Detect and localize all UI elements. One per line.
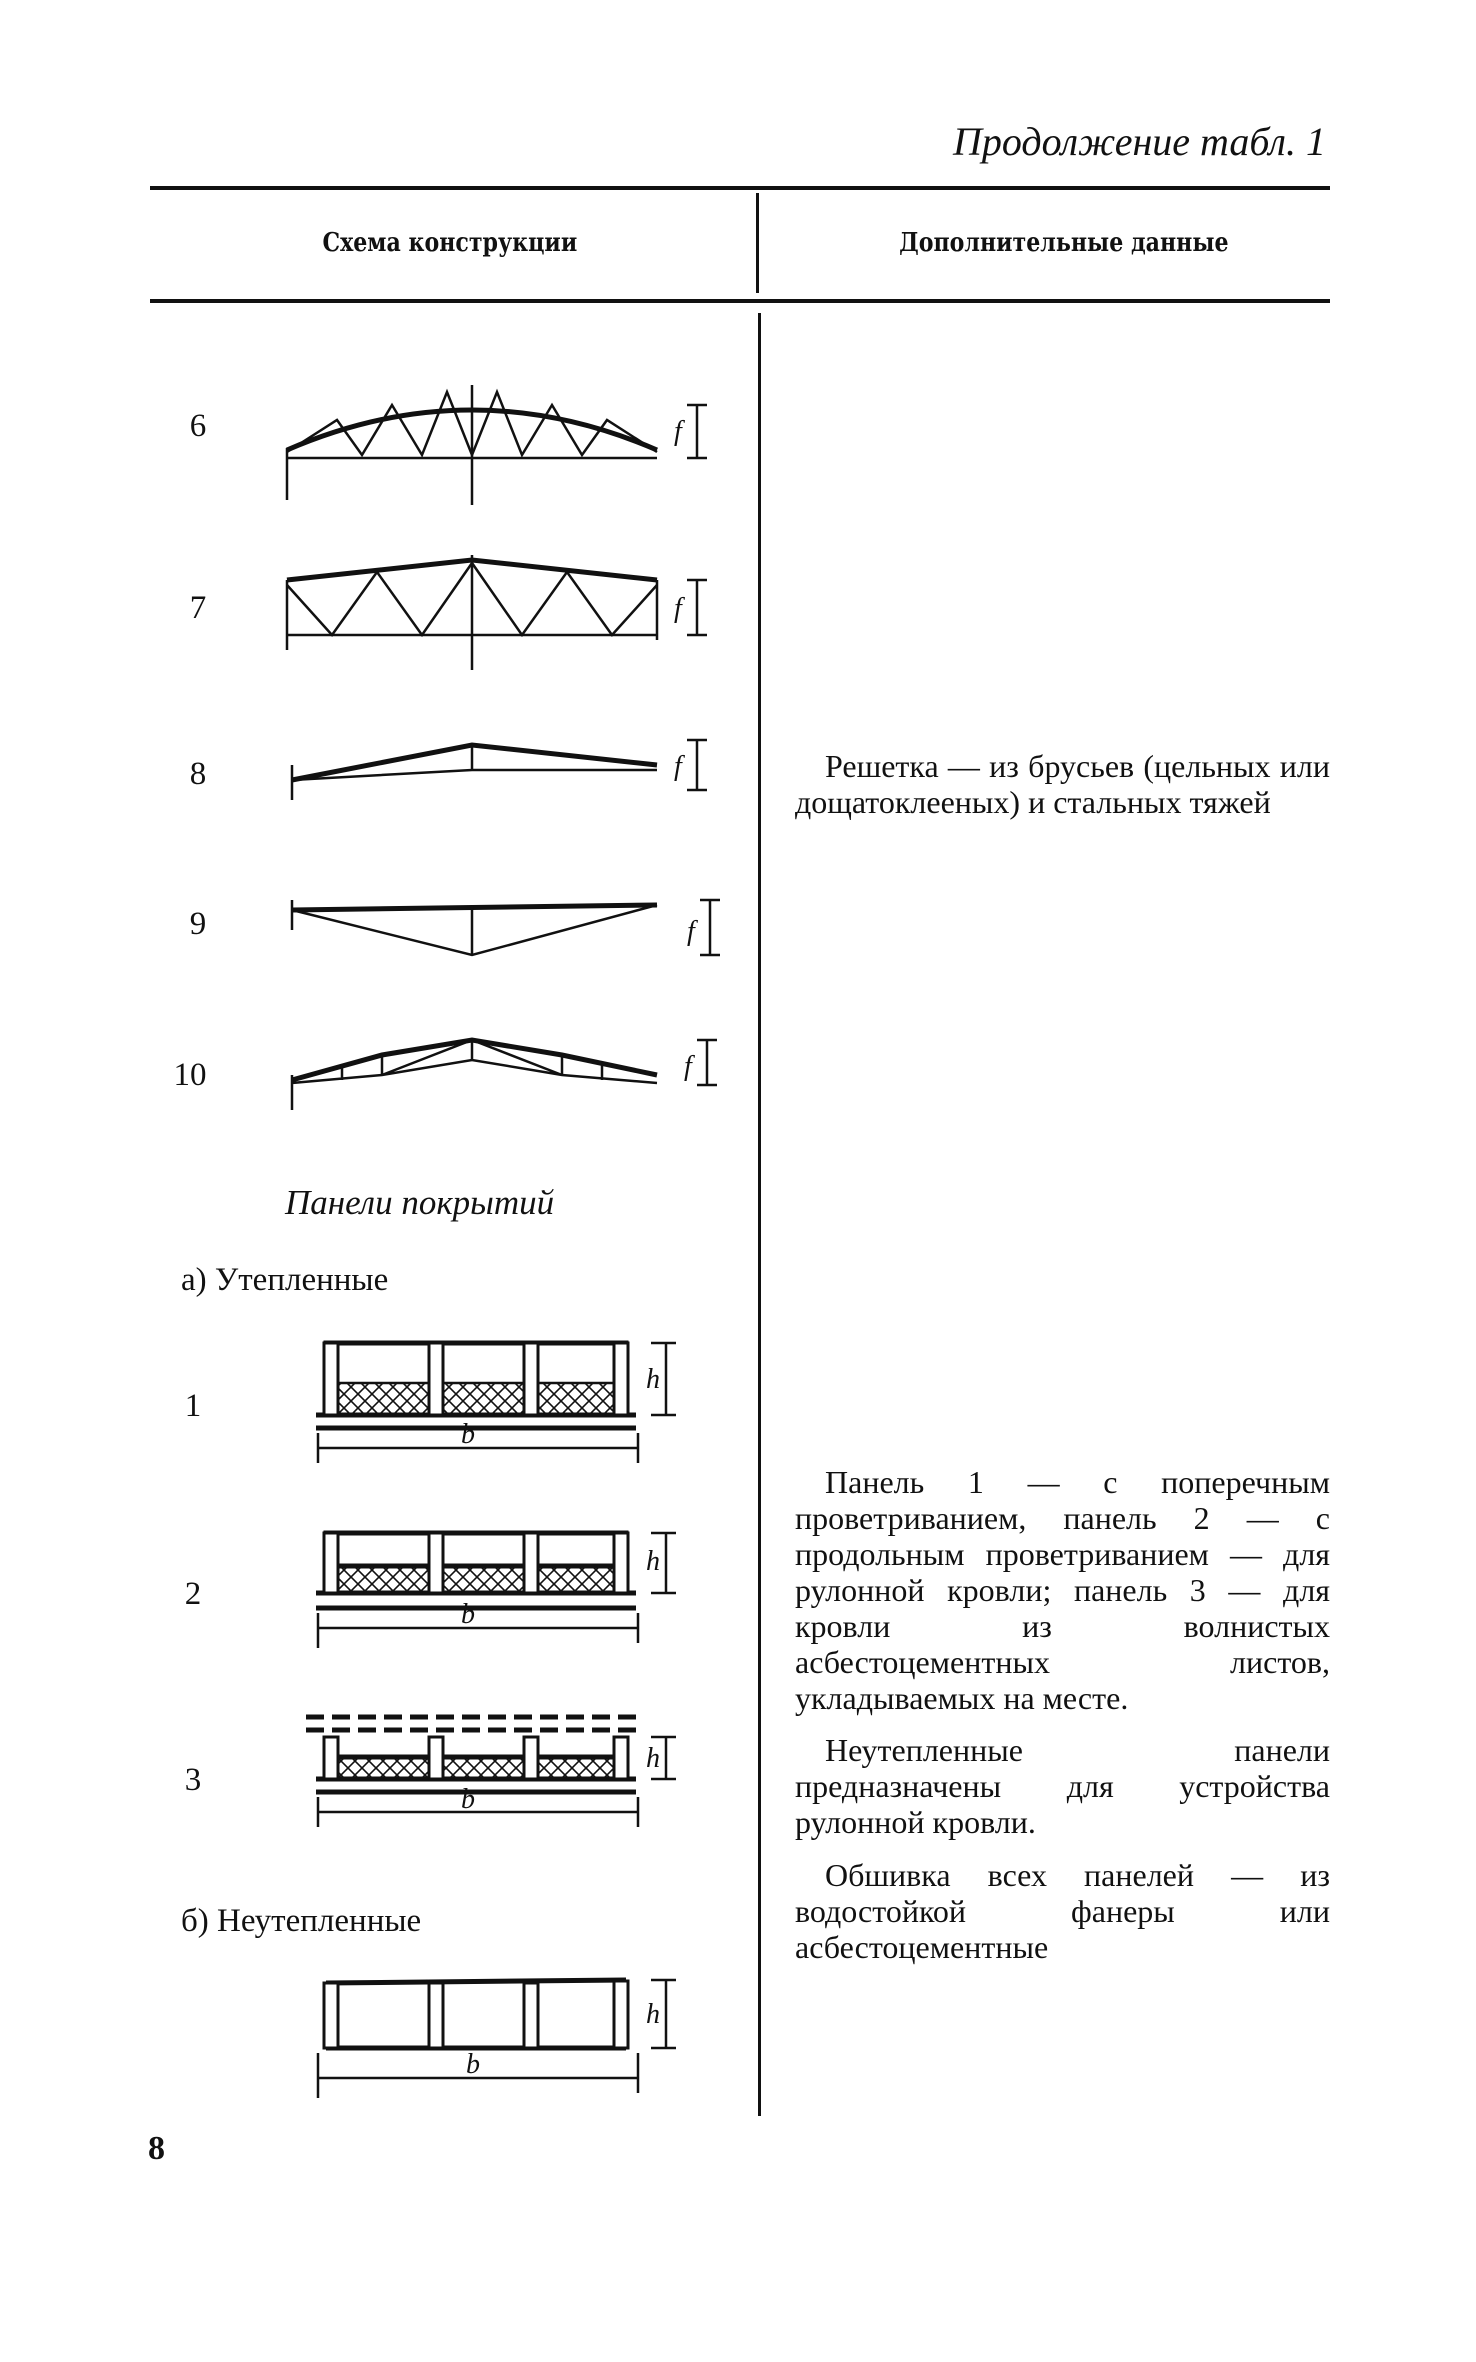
continuation-caption: Продолжение табл. 1: [952, 119, 1326, 164]
panel-note-2: Неутепленные панели предназначены для устройства рулонной кровли.: [795, 1732, 1330, 1840]
rise-label: f: [674, 593, 682, 624]
header-column-divider: [756, 193, 759, 293]
uninsulated-panel-diagram: [316, 1978, 696, 2103]
panels-section-title: Панели покрытий: [285, 1183, 555, 1222]
truss-diagram-9: [282, 885, 722, 1005]
column-header-scheme: Схема конструкции: [322, 228, 578, 258]
header-bottom-rule: [150, 299, 1330, 303]
row-number: 10: [173, 1057, 207, 1093]
height-label: h: [646, 1743, 660, 1774]
rise-label: f: [674, 416, 682, 447]
rise-label: f: [674, 751, 682, 782]
truss-diagram-6: [282, 380, 722, 510]
insulated-panel-diagram-1: [316, 1338, 696, 1463]
table-top-rule: [150, 186, 1330, 190]
insulated-panels-label: а) Утепленные: [181, 1262, 389, 1298]
truss-diagram-7: [282, 555, 722, 685]
insulated-panel-diagram-2: [316, 1528, 696, 1653]
row-number: 6: [189, 408, 207, 444]
row-number: 9: [189, 906, 207, 942]
panel-number: 2: [184, 1576, 202, 1612]
panel-number: 3: [184, 1762, 202, 1798]
width-label: b: [461, 1784, 475, 1815]
uninsulated-panels-label: б) Неутепленные: [181, 1903, 422, 1939]
truss-diagram-10: [282, 1035, 722, 1145]
width-label: b: [461, 1419, 475, 1450]
row-number: 7: [189, 590, 207, 626]
height-label: h: [646, 1546, 660, 1577]
column-header-additional-data: Дополнительные данные: [899, 228, 1229, 258]
height-label: h: [646, 1999, 660, 2030]
truss-diagram-8: [282, 730, 722, 840]
row-number: 8: [189, 756, 207, 792]
panel-note-1: Панель 1 — с поперечным проветриванием, панель 2 — с продольным проветриванием — для рулонной кровли; панель 3 — для кровли из волнистых асбестоцементных листов, укладываемых на месте.: [795, 1464, 1330, 1716]
panel-note-3: Обшивка всех панелей — из водостойкой фанеры или асбестоцементные: [795, 1857, 1330, 1965]
panel-number: 1: [184, 1388, 202, 1424]
column-divider: [758, 313, 761, 2116]
insulated-panel-diagram-3: [306, 1712, 696, 1842]
height-label: h: [646, 1364, 660, 1395]
width-label: b: [461, 1599, 475, 1630]
truss-note: Решетка — из брусьев (цельных или дощатоклееных) и стальных тяжей: [795, 748, 1330, 820]
rise-label: f: [687, 916, 695, 947]
width-label: b: [466, 2049, 480, 2080]
page-number: 8: [148, 2130, 165, 2167]
rise-label: f: [684, 1051, 692, 1082]
